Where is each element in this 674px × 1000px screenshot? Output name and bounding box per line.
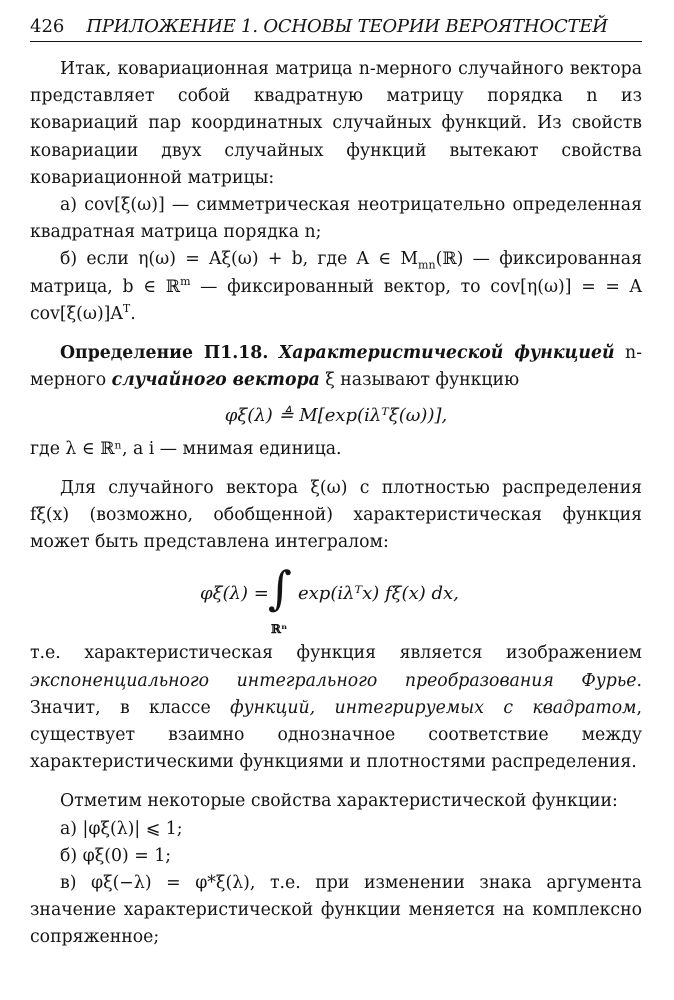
integral-sign: ∫ [268, 561, 292, 616]
body-text [30, 56, 642, 952]
property-b-end: . [130, 303, 136, 324]
fourier-part3: , существует взаимно однозначное соответствие между характеристическими функциями и плотностями распределения. [30, 697, 643, 773]
fourier-term: экспоненциального интегрального преобразования Фурье [30, 670, 637, 691]
square-integrable-term: функций, интегрируемых с квадратом [230, 697, 637, 718]
paragraph-covariance-intro: Итак, ковариационная матрица n-мерного случайного вектора представляет собой квадратную матрицу порядка n из ковариаций пар координатных случайных функций. Из свойств ковариации двух случайных функций вытекают свойства ковариационной матрицы: [30, 59, 642, 188]
property-b-part1: б) если η(ω) = Aξ(ω) + b, где A ∈ M [60, 249, 419, 270]
definition-label: Определение П1.18. [60, 343, 269, 364]
paragraph-properties-intro: Отметим некоторые свойства характеристической функции: [60, 791, 618, 812]
definition-term2: случайного вектора [111, 370, 320, 391]
property-b-sub: mn [418, 258, 436, 272]
formula1-explanation: где λ ∈ ℝⁿ, а i — мнимая единица. [30, 438, 342, 459]
property-b-transpose: T [122, 302, 131, 316]
property-b-sup: m [180, 274, 191, 288]
paragraph-density: Для случайного вектора ξ(ω) с плотностью распределения fξ(x) (возможно, обобщенной) характеристическая функция может быть представлена интегралом: [30, 477, 642, 553]
running-title: ПРИЛОЖЕНИЕ 1. ОСНОВЫ ТЕОРИИ ВЕРОЯТНОСТЕЙ [86, 16, 608, 37]
definition-mid1: n-мерного [30, 343, 643, 391]
property-b-part2: (ℝ) — фиксированная матрица, b ∈ ℝ [30, 249, 642, 297]
running-header [30, 16, 642, 42]
page-number: 426 [30, 16, 65, 37]
property-b [30, 246, 642, 328]
book-page [30, 16, 642, 952]
paragraph-fourier [30, 640, 642, 776]
definition-term: Характеристической функцией [278, 343, 615, 364]
integral-lhs: φξ(λ) = [200, 583, 269, 605]
fourier-part1: т.е. характеристическая функция является изображением [30, 643, 642, 664]
formula-characteristic-function: φξ(λ) ≜ M[exp(iλᵀξ(ω))], [224, 405, 448, 427]
cf-property-c: в) φξ(−λ) = φ*ξ(λ), т.е. при изменении знака аргумента значение характеристической функции меняется на комплексно сопряженное; [30, 873, 642, 948]
cf-property-b: б) φξ(0) = 1; [60, 845, 172, 866]
fourier-part2: . Значит, в классе [30, 670, 642, 718]
property-b-part3: — фиксированный вектор, то cov[η(ω)] = = A cov[ξ(ω)]A [30, 276, 643, 324]
formula-integral [30, 562, 642, 636]
cf-property-a: а) |φξ(λ)| ⩽ 1; [60, 818, 183, 839]
integral-domain: ℝⁿ [271, 622, 288, 637]
integral-rhs: exp(iλᵀx) fξ(x) dx, [298, 583, 459, 605]
property-a: а) cov[ξ(ω)] — симметрическая неотрицательно определенная квадратная матрица порядка n; [30, 195, 642, 243]
definition-p1-18 [30, 340, 642, 394]
definition-mid2: ξ называют функцию [325, 370, 520, 391]
